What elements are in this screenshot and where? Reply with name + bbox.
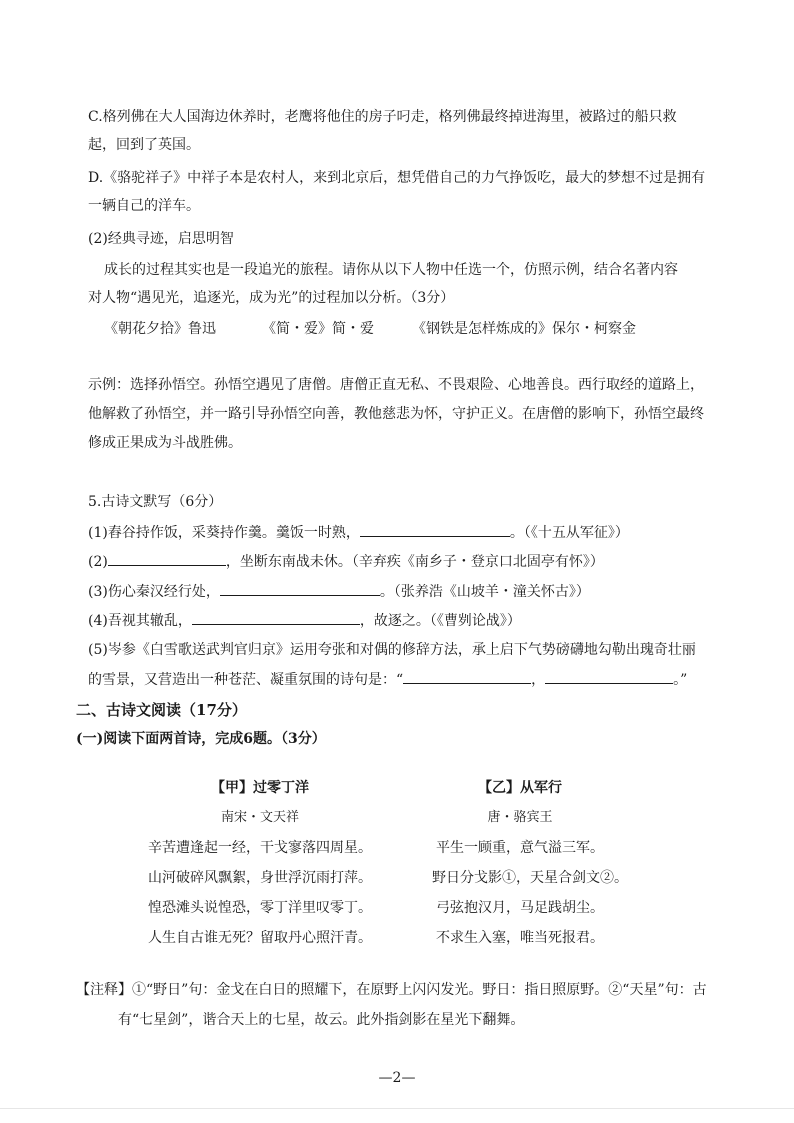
poem-b-author: 唐・骆宾王 <box>487 810 553 825</box>
q5-item-3 <box>88 581 590 602</box>
poem-b-line: 野日分戈影①，天星合剑文②。 <box>432 870 628 886</box>
poem-a-title: 【甲】过零丁洋 <box>211 780 309 796</box>
q5-item-5-line2 <box>88 669 687 690</box>
q5-item-4-blank[interactable] <box>192 610 360 625</box>
notes-line2: 有“七星剑”，谐合天上的七星，故云。此外指剑影在星光下翻舞。 <box>118 1012 525 1028</box>
q5-item-5-blank-2[interactable] <box>545 669 673 684</box>
poem-b-title: 【乙】从军行 <box>478 780 562 796</box>
poem-a-line: 辛苦遭逢起一经，干戈寥落四周星。 <box>148 840 372 856</box>
q5-item-3-suffix: 。（张养浩《山坡羊・潼关怀古》） <box>379 584 590 600</box>
q2-example-line2: 他解救了孙悟空，并一路引导孙悟空向善，教他慈悲为怀，守护正义。在唐僧的影响下，孙悟空最终 <box>88 406 704 422</box>
q5-item-1 <box>88 522 629 543</box>
q5-heading: 5.古诗文默写（6分） <box>88 494 223 510</box>
poem-b-line: 平生一顾重，意气溢三军。 <box>436 840 604 856</box>
poem-b <box>432 778 628 948</box>
option-c-line1: C.格列佛在大人国海边休养时，老鹰将他住的房子叼走，格列佛最终掉进海里，被路过的船只救 <box>88 109 677 125</box>
option-d-line2: 一辆自己的洋车。 <box>88 198 200 214</box>
q2-prompt-line2: 对人物“遇见光，追逐光，成为光”的过程加以分析。（3分） <box>88 290 455 306</box>
q5-item-4-suffix: ，故逐之。（《曹刿论战》） <box>359 613 521 629</box>
poem-b-line: 不求生入塞，唯当死报君。 <box>436 930 604 946</box>
section-2-subheading: (一)阅读下面两首诗，完成6题。（3分） <box>76 731 326 747</box>
q5-item-5-comma: ， <box>531 672 546 688</box>
q5-item-2-prefix: (2) <box>88 554 108 570</box>
poem-a-line: 惶恐滩头说惶恐，零丁洋里叹零丁。 <box>148 900 372 916</box>
q5-item-2 <box>88 551 604 572</box>
notes-line1: 【注释】①“野日”句：金戈在白日的照耀下，在原野上闪闪发光。野日：指日照原野。②“天星”句：古 <box>76 982 707 998</box>
poem-b-line: 弓弦抱汉月，马足践胡尘。 <box>436 900 604 916</box>
option-d-line1: D.《骆驼祥子》中祥子本是农村人，来到北京后，想凭借自己的力气挣饭吃，最大的梦想不过是拥有 <box>88 170 706 186</box>
q5-item-5-text: 的雪景，又营造出一种苍茫、凝重氛围的诗句是：“ <box>88 672 404 688</box>
q2-choice-1: 《朝花夕拾》鲁迅 <box>104 321 216 337</box>
q5-item-2-blank[interactable] <box>108 551 226 566</box>
page-number: —2— <box>378 1070 416 1086</box>
q2-choice-3: 《钢铁是怎样炼成的》保尔・柯察金 <box>412 321 636 337</box>
q5-item-1-blank[interactable] <box>360 522 510 537</box>
q2-example-line1: 示例：选择孙悟空。孙悟空遇见了唐僧。唐僧正直无私、不畏艰险、心地善良。西行取经的道路上， <box>88 377 704 393</box>
q2-choice-2: 《简・爱》简・爱 <box>262 321 374 337</box>
option-c-line2: 起，回到了英国。 <box>88 137 200 153</box>
q2-example-line3: 修成正果成为斗战胜佛。 <box>88 435 242 451</box>
poem-a <box>140 778 380 948</box>
q5-item-1-prefix: (1)舂谷持作饭，采葵持作羹。羹饭一时熟， <box>88 525 360 541</box>
poem-a-line: 人生自古谁无死？留取丹心照汗青。 <box>148 930 372 946</box>
q5-item-1-suffix: 。（《十五从军征》） <box>509 525 629 541</box>
q5-item-5-line1: (5)岑参《白雪歌送武判官归京》运用夸张和对偶的修辞方法，承上启下气势磅礴地勾勒出瑰奇壮丽 <box>88 642 696 658</box>
poem-a-author: 南宋・文天祥 <box>220 810 299 825</box>
q2-heading: (2)经典寻迹，启思明智 <box>88 231 234 247</box>
section-2-heading: 二、古诗文阅读（17分） <box>76 701 247 719</box>
q5-item-4-prefix: (4)吾视其辙乱， <box>88 613 192 629</box>
footer-rule <box>0 1108 794 1109</box>
q5-item-5-blank-1[interactable] <box>403 669 531 684</box>
q5-item-3-blank[interactable] <box>220 581 380 596</box>
q5-item-4 <box>88 610 521 631</box>
q5-item-5-end: 。” <box>673 672 688 688</box>
poem-a-line: 山河破碎风飘絮，身世浮沉雨打萍。 <box>148 870 372 886</box>
q5-item-3-prefix: (3)伤心秦汉经行处， <box>88 584 220 600</box>
q2-prompt-line1: 成长的过程其实也是一段追光的旅程。请你从以下人物中任选一个，仿照示例，结合名著内容 <box>104 262 678 278</box>
q5-item-2-suffix: ，坐断东南战未休。（辛弃疾《南乡子・登京口北固亭有怀》） <box>225 554 604 570</box>
